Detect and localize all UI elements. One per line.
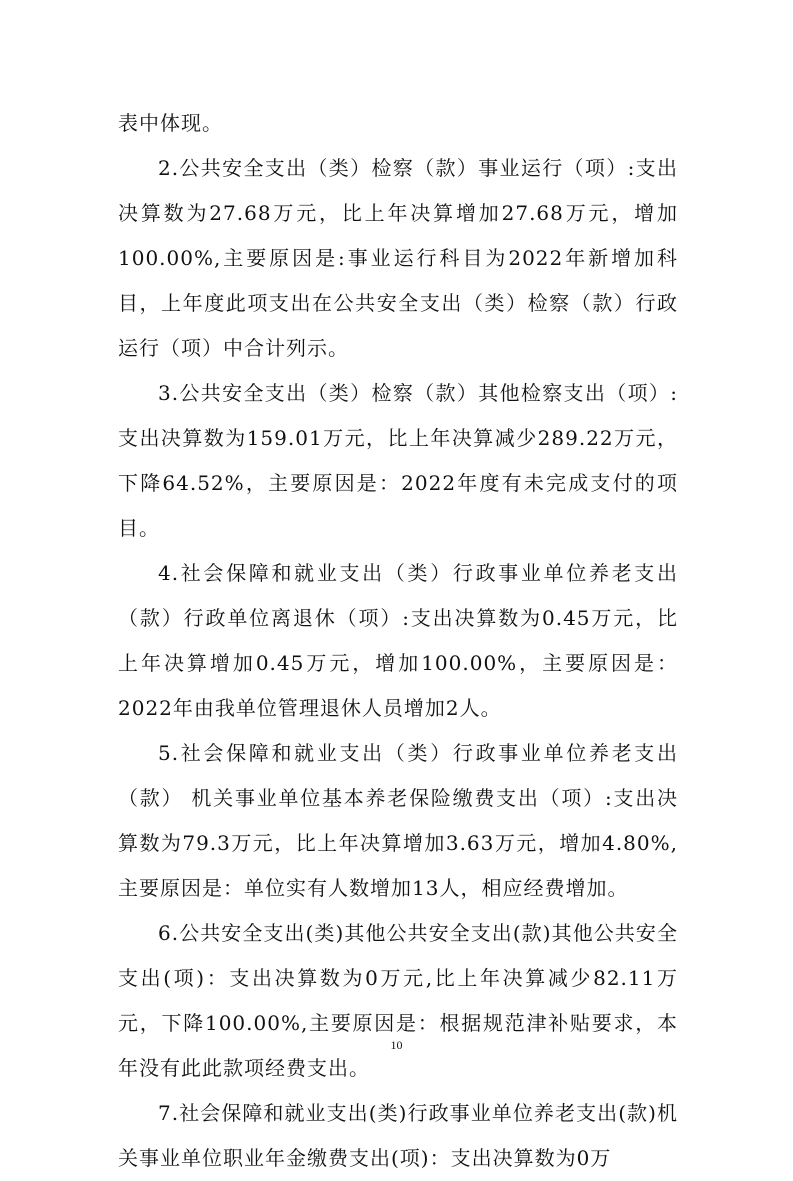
- body-text: [118, 101, 678, 1181]
- page-number: 10: [390, 1038, 403, 1052]
- paragraph-continuation: 表中体现。: [118, 111, 223, 135]
- paragraph-item-7: 7.社会保障和就业支出(类)行政事业单位养老支出(款)机关事业单位职业年金缴费支出(项)：支出决算数为0万: [118, 1101, 678, 1170]
- paragraph-item-4: 4.社会保障和就业支出（类）行政事业单位养老支出（款）行政单位离退休（项）:支出决算数为0.45万元，比上年决算增加0.45万元，增加100.00%，主要原因是：2022年由我单位管理退休人员增加2人。: [118, 561, 678, 720]
- paragraph-item-6: 6.公共安全支出(类)其他公共安全支出(款)其他公共安全支出(项)：支出决算数为0万元,比上年决算减少82.11万元，下降100.00%,主要原因是：根据规范津补贴要求，本年没有此此款项经费支出。: [118, 921, 678, 1080]
- paragraph-item-5: 5.社会保障和就业支出（类）行政事业单位养老支出（款） 机关事业单位基本养老保险缴费支出（项）:支出决算数为79.3万元，比上年决算增加3.63万元，增加4.80%,主要原因是：单位实有人数增加13人，相应经费增加。: [118, 741, 678, 900]
- paragraph-item-3: 3.公共安全支出（类）检察（款）其他检察支出（项）:支出决算数为159.01万元，比上年决算减少289.22万元，下降64.52%，主要原因是：2022年度有未完成支付的项目。: [118, 381, 678, 540]
- paragraph-item-2: 2.公共安全支出（类）检察（款）事业运行（项）:支出决算数为27.68万元，比上年决算增加27.68万元，增加100.00%,主要原因是:事业运行科目为2022年新增加科目，上年度此项支出在公共安全支出（类）检察（款）行政运行（项）中合计列示。: [118, 156, 678, 360]
